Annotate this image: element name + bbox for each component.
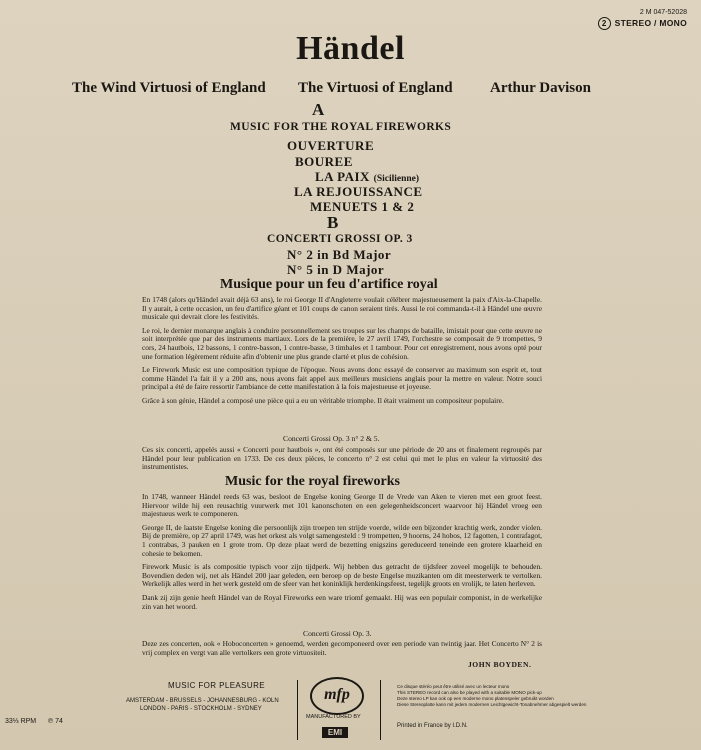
emi-logo: EMI (322, 727, 348, 738)
side-b-title: CONCERTI GROSSI OP. 3 (267, 233, 413, 245)
phonogram-mark: ℗ 74 (48, 718, 63, 725)
movement-la-rejouissance: LA REJOUISSANCE (294, 184, 423, 199)
french-text (142, 296, 542, 411)
dutch-paragraph-3: Firework Music is als compositie typisch voor zijn tijdperk. Wij hebben dus getracht de tijdsfeer zoveel mogelijk te behouden. Bovendien deden wij, net als Händel 200 jaar geleden, een beroep op de beste Engelse muzikanten om dit meesterwerk te vertolken. Werkelijk alles werd in het werk gesteld om de sfeer van het koninklijk herdenkingsfeest, tegelijk groots en vrolijk, te laten herleven. (142, 562, 542, 589)
french-concerti-label: Concerti Grossi Op. 3 n° 2 & 5. (283, 434, 380, 443)
movement-ouverture: OUVERTURE (287, 138, 375, 153)
french-concerti-text (142, 446, 542, 477)
movement-la-paix-note: (Sicilienne) (373, 174, 420, 184)
concerto-no2: N° 2 in Bd Major (287, 247, 392, 262)
author-signature: JOHN BOYDEN. (468, 660, 532, 669)
dutch-paragraph-1: In 1748, wanneer Händel reeds 63 was, besloot de Engelse koning George II de Vrede van Aken te vieren met een groot feest. Hiervoor wilde hij een reusachtig vuurwerk met 101 kanonschoten en een gelegenheidsconcert waarvoor hij Händel vroeg een majestueus werk te componeren. (142, 492, 542, 519)
french-paragraph-4: Grâce à son génie, Händel a composé une pièce qui a eu un véritable triomphe. Il était vraiment un compositeur populaire. (142, 395, 504, 405)
performer-conductor: Arthur Davison (490, 80, 591, 96)
footer-divider-left (297, 680, 298, 740)
cities-line-1: AMSTERDAM - BRUSSELS - JOHANNESBURG - KOLN (126, 698, 279, 704)
movement-menuets: MENUETS 1 & 2 (310, 199, 415, 214)
dutch-heading: Music for the royal fireworks (225, 474, 400, 489)
side-b-letter: B (327, 213, 339, 232)
compat-note-fr: Ce disque stéréo peut être utilisé avec un lecteur mono (397, 684, 510, 689)
performer-virtuosi: The Virtuosi of England (298, 80, 453, 96)
dutch-paragraph-4: Dank zij zijn genie heeft Händel van de Royal Fireworks een ware triomf gemaakt. Hij was een populair componist, in de werkelijke zin van het woord. (142, 592, 542, 611)
manufactured-by: MANUFACTURED BY (306, 714, 361, 720)
catalog-info (598, 8, 687, 30)
composer-title: Händel (296, 30, 405, 67)
mfp-logo: mfp (310, 677, 364, 715)
french-paragraph-1: En 1748 (alors qu'Händel avait déjà 63 ans), le roi George II d'Angleterre voulait célébrer majestueusement la paix d'Aix-la-Chapelle. Il y aurait, à cette occasion, un feu d'artifice géant et 101 coups de canon seraient tirés. Aussi le roi commanda-t-il à Händel une œuvre musicale qui devrait clore les festivités. (142, 295, 542, 322)
movement-la-paix-label: LA PAIX (315, 169, 370, 184)
dutch-concerti-text (142, 640, 542, 662)
format-label: STEREO / MONO (614, 18, 687, 28)
compat-note-en: This STEREO record can also be played with a suitable MONO pick-up (397, 690, 542, 695)
compat-note-de: Diese Stereoplatte kann mit jedem modernen Leichtgewicht-Tonabnehmer abgespielt werden (397, 702, 587, 707)
side-a-title: MUSIC FOR THE ROYAL FIREWORKS (230, 121, 452, 133)
movement-bouree: BOUREE (295, 154, 353, 169)
cities-line-2: LONDON - PARIS - STOCKHOLM - SYDNEY (140, 706, 262, 712)
performer-wind-virtuosi: The Wind Virtuosi of England (72, 80, 266, 96)
french-paragraph-3: Le Firework Music est une composition typique de l'époque. Nous avons donc essayé de conserver au maximum son esprit et, tout comme Händel l'a fait il y a 200 ans, nous avons fait appel aux meilleurs musiciens anglais pour la mettre en valeur. Notre souci principal a été de faire ressortir l'ambiance de cette manifestation à la fois majestueuse et joyeuse. (142, 365, 542, 392)
circle-number-badge: 2 (598, 17, 611, 30)
compat-note-nl: Deze stereo LP kan ook op een moderne mono platenspeler gebruikt worden (397, 696, 554, 701)
rpm-label: 33⅓ RPM (5, 718, 37, 725)
french-concerti-paragraph: Ces six concerti, appelés aussi « Concerti pour hautbois », ont été composés sur une période de 20 ans et finalement regroupés par Händel pour leur publication en 1733. De ces deux pièces, le concerto n° 2 est celui qui met le plus en valeur la virtuosité des instrumentistes. (142, 445, 542, 472)
side-a-letter: A (312, 100, 325, 119)
footer-divider-right (380, 680, 381, 740)
french-paragraph-2: Le roi, le dernier monarque anglais à conduire personnellement ses troupes sur les champs de bataille, imistait pour que cette œuvre ne soit interprétée que par des instruments martiaux. Lors de la première, le 27 avril 1749, l'orchestre se composait de 9 trompettes, 9 cors, 24 hautbois, 12 bassons, 1 contre-basson, 1 contre-basse, 3 timbales et 1 tambour. Pour cet enregistrement, nous avons opté pour une formation légèrement réduite afin d'obtenir une plus grande clarté et plus de cohésion. (142, 325, 542, 361)
movement-la-paix (315, 169, 419, 185)
catalog-number: 2 M 047-52028 (639, 9, 687, 16)
concerto-no5: N° 5 in D Major (287, 262, 385, 277)
printed-in: Printed in France by I.D.N. (397, 723, 468, 729)
compatibility-notes (397, 684, 687, 708)
dutch-concerti-label: Concerti Grossi Op. 3. (303, 629, 372, 638)
dutch-text (142, 493, 542, 616)
dutch-concerti-paragraph: Deze zes concerten, ook « Hoboconcerten » genoemd, werden gecomponeerd over een periode van twintig jaar. Het Concerto N° 2 is vrij complex en vergt van alle vertolkers een grote virtuositeit. (142, 639, 542, 657)
dutch-paragraph-2: George II, de laatste Engelse koning die persoonlijk zijn troepen ten strijde voerde, wilde een bijzonder krachtig werk, zonder violen. Bij de première, op 27 april 1749, was het orkest als volgt samengesteld : 9 trompetten, 9 hoorns, 24 hobos, 12 fagotten, 1 contrafagot, 1 contrabas, 3 pauken en 1 grote trom. Op deze plaat werd de bezetting enigszins gereduceerd teneinde een grotere klaarheid en cohesie te bekomen. (142, 522, 542, 558)
french-heading: Musique pour un feu d'artifice royal (220, 277, 438, 292)
label-name: MUSIC FOR PLEASURE (168, 681, 265, 690)
